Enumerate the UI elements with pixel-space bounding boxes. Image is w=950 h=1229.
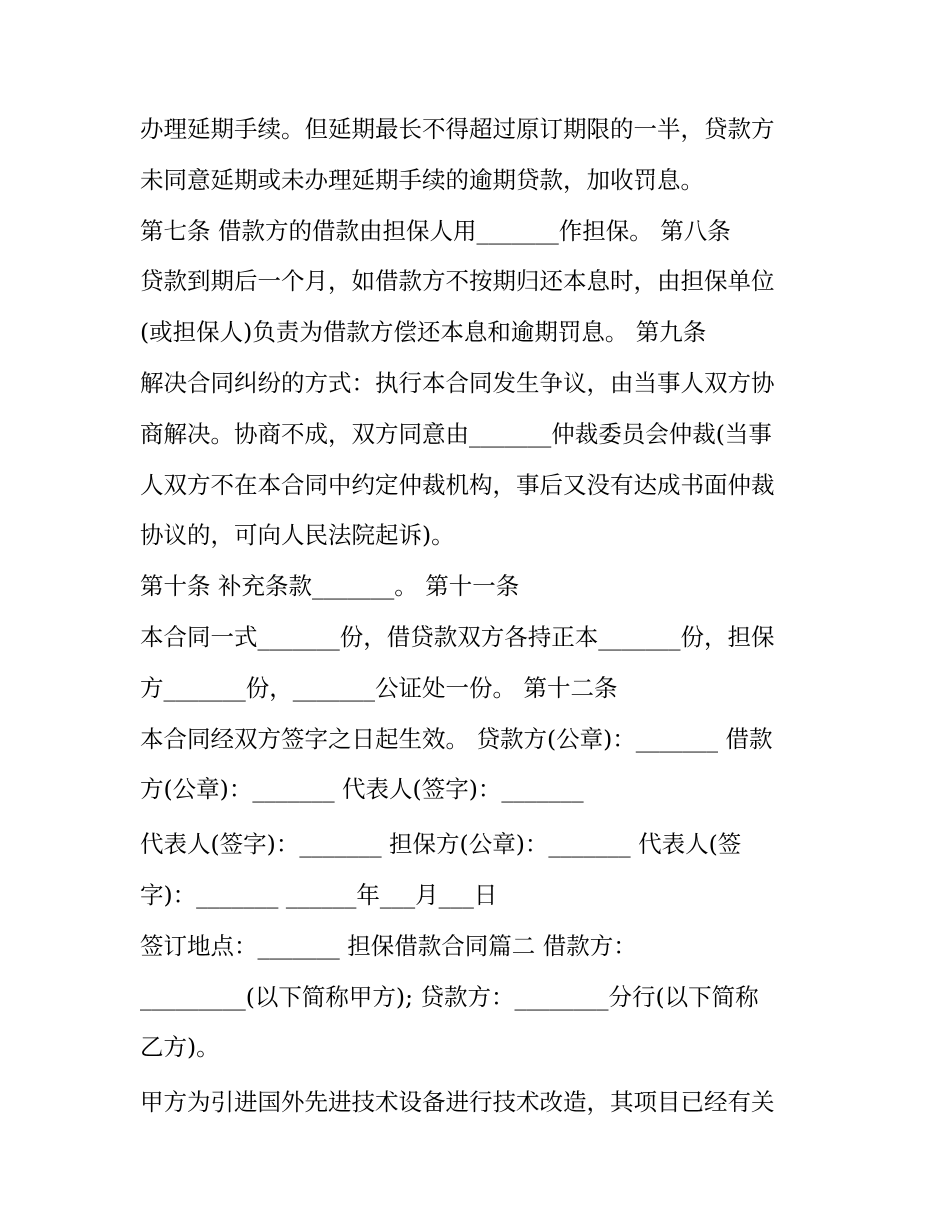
text-line: 第七条 借款方的借款由担保人用_______作担保。 第八条 — [140, 216, 731, 245]
text-line: 人双方不在本合同中约定仲裁机构，事后又没有达成书面仲裁 — [140, 470, 775, 499]
text-line: 代表人(签字)：_______ 担保方(公章)：_______ 代表人(签 — [140, 830, 742, 859]
text-line: 方(公章)：_______ 代表人(签字)：_______ — [140, 775, 584, 804]
text-line: 协议的，可向人民法院起诉)。 — [140, 521, 455, 550]
text-line: 签订地点：_______ 担保借款合同篇二 借款方： — [140, 931, 637, 960]
text-line: 贷款到期后一个月，如借款方不按期归还本息时，由担保单位 — [140, 267, 775, 296]
text-line: 未同意延期或未办理延期手续的逾期贷款，加收罚息。 — [140, 165, 704, 194]
text-line: _________(以下简称甲方); 贷款方：________分行(以下简称 — [140, 982, 759, 1011]
text-line: 甲方为引进国外先进技术设备进行技术改造，其项目已经有关 — [140, 1088, 775, 1117]
text-line: 乙方)。 — [140, 1033, 220, 1062]
text-line: (或担保人)负责为借款方偿还本息和逾期罚息。 第九条 — [140, 318, 707, 347]
text-line: 字)：_______ ______年___月___日 — [140, 880, 498, 909]
text-line: 第十条 补充条款_______。 第十一条 — [140, 572, 520, 601]
text-line: 解决合同纠纷的方式：执行本合同发生争议，由当事人双方协 — [140, 368, 775, 397]
text-line: 办理延期手续。但延期最长不得超过原订期限的一半，贷款方 — [140, 115, 775, 143]
text-line: 本合同一式_______份，借贷款双方各持正本_______份，担保 — [140, 622, 775, 651]
contract-text — [140, 104, 830, 1128]
text-line: 方_______份，_______公证处一份。 第十二条 — [140, 673, 618, 702]
text-line: 本合同经双方签字之日起生效。 贷款方(公章)：_______ 借款 — [140, 724, 773, 753]
text-line: 商解决。协商不成，双方同意由_______仲裁委员会仲裁(当事 — [140, 419, 772, 448]
